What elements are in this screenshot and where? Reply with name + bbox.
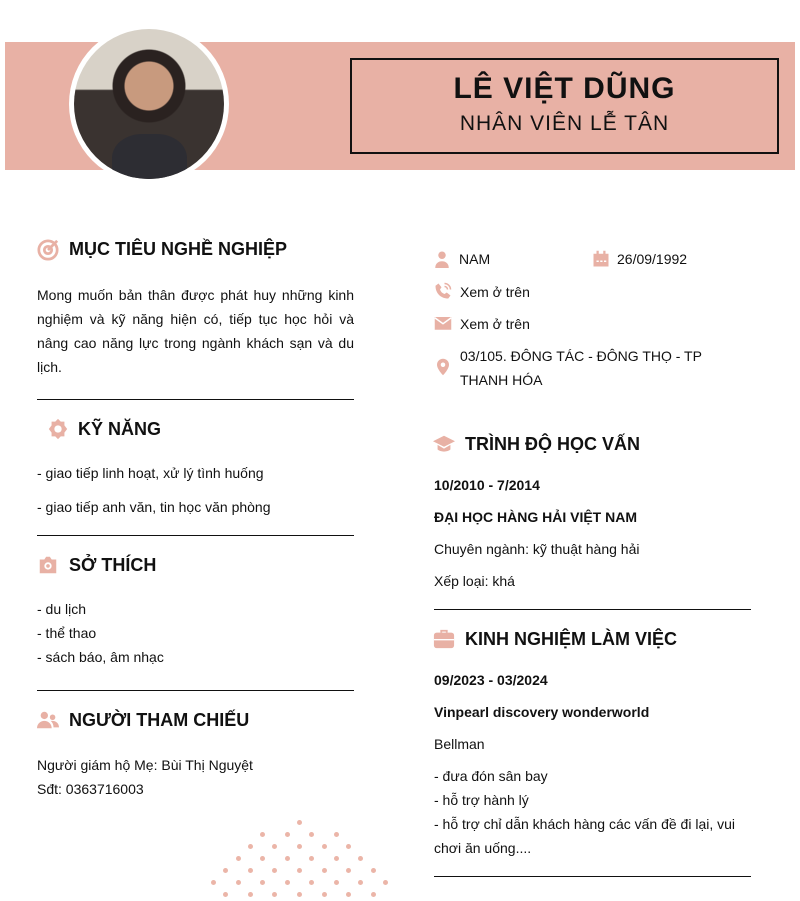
experience-period: 09/2023 - 03/2024 (434, 672, 548, 688)
decorative-dot (334, 880, 339, 885)
decorative-dot (248, 868, 253, 873)
skill-item: - giao tiếp anh văn, tin học văn phòng (37, 499, 271, 515)
decorative-dot (309, 856, 314, 861)
education-period: 10/2010 - 7/2014 (434, 477, 540, 493)
person-icon (433, 250, 451, 268)
decorative-dot (285, 880, 290, 885)
decorative-dot (297, 892, 302, 897)
target-icon (37, 239, 59, 261)
location-pin-icon (434, 358, 452, 376)
decorative-dot (248, 844, 253, 849)
hobby-item: - thể thao (37, 625, 97, 641)
decorative-dot (309, 832, 314, 837)
people-icon (37, 709, 59, 731)
objective-heading: MỤC TIÊU NGHỀ NGHIỆP (69, 239, 288, 259)
decorative-dot (297, 820, 302, 825)
experience-duty: - đưa đón sân bay (434, 768, 548, 784)
hobby-item: - du lịch (37, 601, 87, 617)
decorative-dot (248, 892, 253, 897)
profile-photo (69, 24, 229, 184)
decorative-dot (371, 868, 376, 873)
candidate-name: LÊ VIỆT DŨNG (453, 72, 676, 105)
decorative-dot (322, 844, 327, 849)
skill-item: - giao tiếp linh hoạt, xử lý tình huống (37, 465, 264, 481)
decorative-dot (297, 868, 302, 873)
decorative-dot (211, 880, 216, 885)
reference-line: Sđt: 0363716003 (37, 781, 144, 797)
objective-text: Mong muốn bản thân được phát huy những kinh nghiệm và kỹ năng hiện có, tiếp tục học hỏi và nâng cao năng lực trong ngành khách sạn và du lịch. (37, 287, 354, 375)
decorative-dot (309, 880, 314, 885)
job-title: NHÂN VIÊN LỄ TÂN (459, 112, 670, 135)
divider (37, 399, 354, 400)
decorative-dot (346, 868, 351, 873)
phone-value: Xem ở trên (460, 284, 530, 300)
education-grade: Xếp loại: khá (434, 573, 515, 589)
decorative-dot (346, 844, 351, 849)
phone-icon (434, 282, 452, 300)
briefcase-icon (433, 628, 455, 650)
reference-line: Người giám hộ Mẹ: Bùi Thị Nguyệt (37, 757, 253, 773)
decorative-dot (272, 844, 277, 849)
decorative-dot (358, 880, 363, 885)
decorative-dot (260, 832, 265, 837)
gender-value: NAM (459, 251, 491, 267)
hobby-item: - sách báo, âm nhạc (37, 649, 164, 665)
address-value: 03/105. ĐÔNG TÁC - ĐÔNG THỌ - TP THANH HÓA (460, 348, 702, 388)
experience-role: Bellman (434, 736, 485, 752)
email-value: Xem ở trên (460, 316, 530, 332)
graduation-cap-icon (433, 433, 455, 455)
divider (37, 535, 354, 536)
decorative-dot (260, 880, 265, 885)
divider (434, 876, 751, 877)
experience-company: Vinpearl discovery wonderworld (434, 704, 650, 720)
decorative-dot (285, 832, 290, 837)
decorative-dot (223, 892, 228, 897)
birthday-value: 26/09/1992 (617, 251, 688, 267)
experience-duty: - hỗ trợ hành lý (434, 792, 529, 808)
name-box (350, 58, 779, 154)
decorative-dot (334, 832, 339, 837)
decorative-dot (297, 844, 302, 849)
decorative-dot (334, 856, 339, 861)
camera-icon (37, 554, 59, 576)
experience-duty: - hỗ trợ chỉ dẫn khách hàng các vấn đề đi lại, vui chơi ăn uống.... (434, 816, 736, 856)
education-heading: TRÌNH ĐỘ HỌC VẤN (465, 434, 640, 454)
decorative-dot (260, 856, 265, 861)
decorative-dot (223, 868, 228, 873)
decorative-dot (236, 856, 241, 861)
decorative-dot (346, 892, 351, 897)
decorative-dot (236, 880, 241, 885)
divider (434, 609, 751, 610)
references-heading: NGƯỜI THAM CHIẾU (69, 710, 250, 730)
education-school: ĐẠI HỌC HÀNG HẢI VIỆT NAM (434, 509, 637, 525)
email-icon (434, 314, 452, 332)
calendar-icon (592, 250, 610, 268)
hobbies-heading: SỞ THÍCH (69, 555, 157, 575)
skills-heading: KỸ NĂNG (78, 419, 162, 439)
decorative-dot (322, 892, 327, 897)
divider (37, 690, 354, 691)
decorative-dot (272, 892, 277, 897)
decorative-dot (285, 856, 290, 861)
decorative-dot (371, 892, 376, 897)
experience-heading: KINH NGHIỆM LÀM VIỆC (465, 629, 678, 649)
gear-icon (47, 418, 69, 440)
decorative-dot (358, 856, 363, 861)
decorative-dot (383, 880, 388, 885)
decorative-dot (272, 868, 277, 873)
education-major: Chuyên ngành: kỹ thuật hàng hải (434, 541, 640, 557)
decorative-dot (322, 868, 327, 873)
